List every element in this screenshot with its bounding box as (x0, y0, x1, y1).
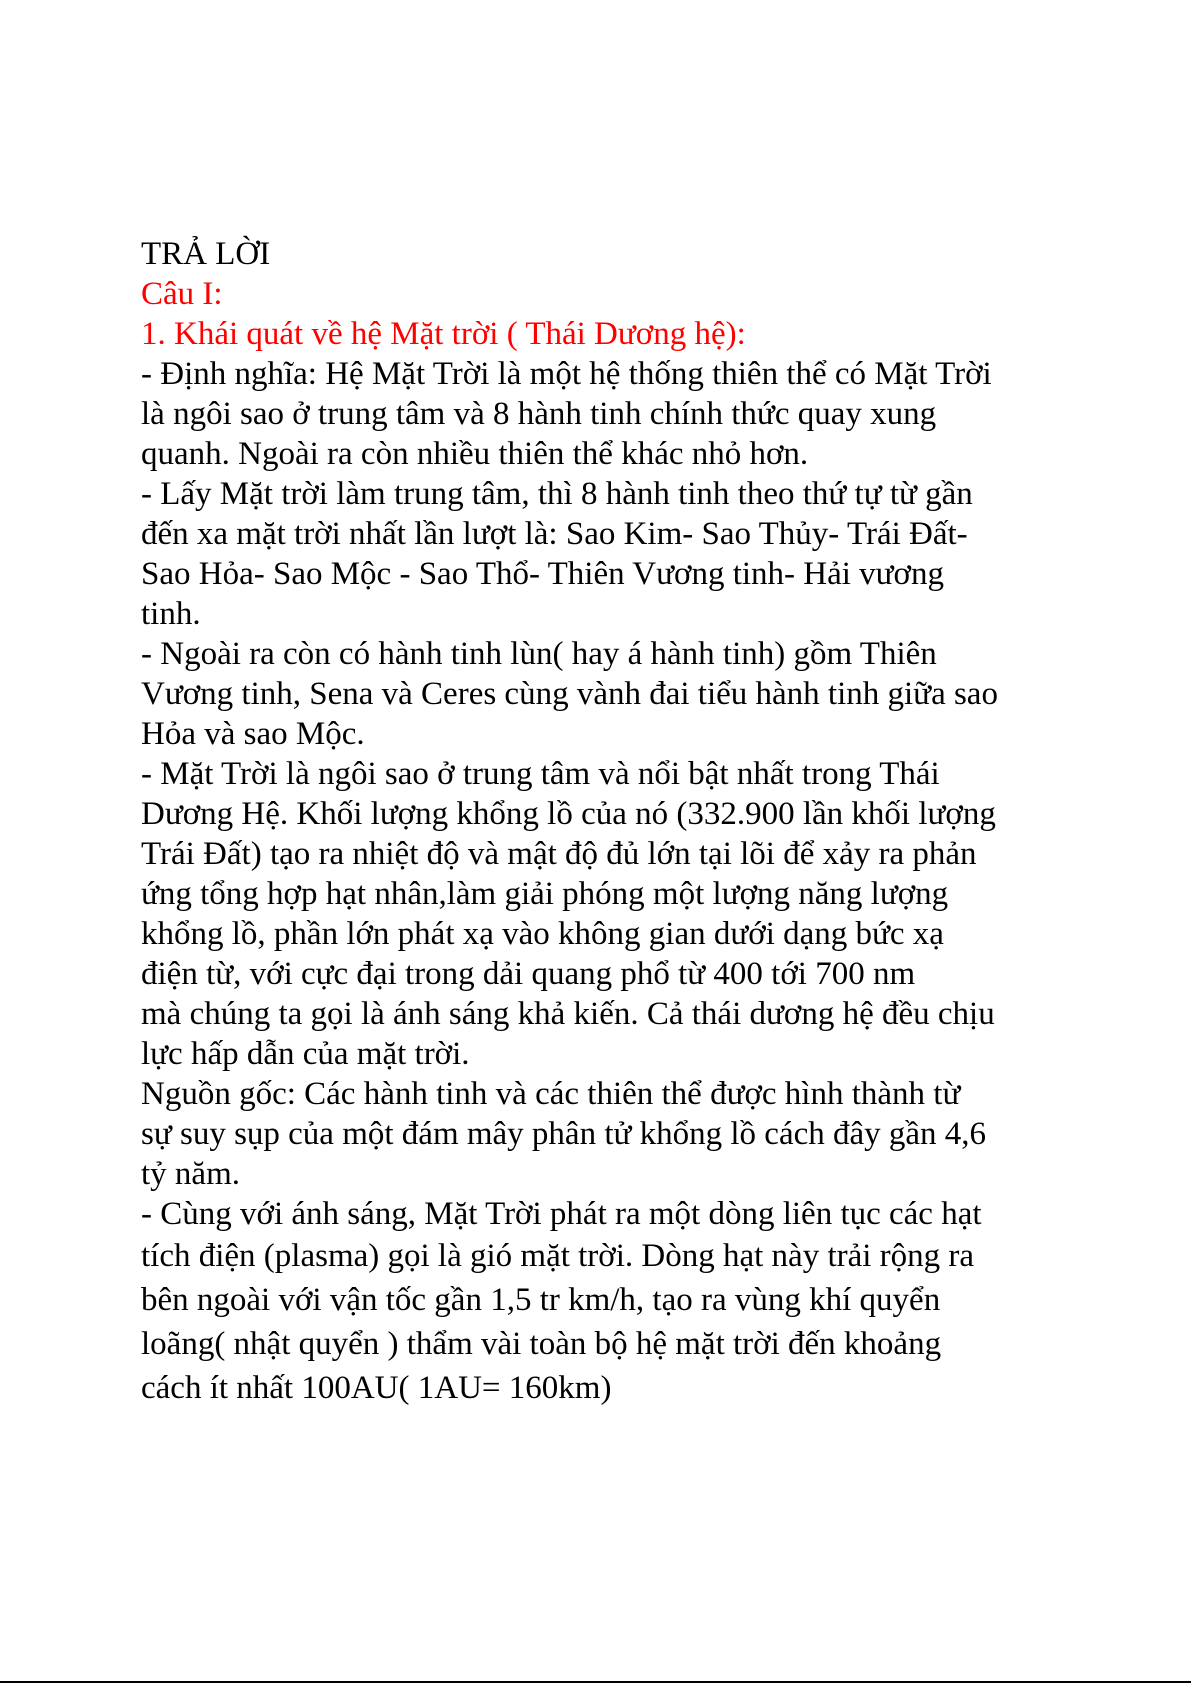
paragraph-line: tinh. (141, 596, 201, 632)
paragraph-line: Dương Hệ. Khối lượng khổng lồ của nó (332.900 lần khối lượng (141, 796, 996, 832)
paragraph-line: bên ngoài với vận tốc gần 1,5 tr km/h, tạo ra vùng khí quyển (141, 1282, 941, 1318)
answer-heading: TRẢ LỜI (141, 236, 271, 272)
paragraph-line: - Lấy Mặt trời làm trung tâm, thì 8 hành tinh theo thứ tự từ gần (141, 476, 973, 512)
paragraph-line: sự suy sụp của một đám mây phân tử khổng lồ cách đây gần 4,6 (141, 1116, 987, 1152)
paragraph-line: tích điện (plasma) gọi là gió mặt trời. Dòng hạt này trải rộng ra (141, 1238, 975, 1274)
document-body (141, 234, 1071, 1410)
paragraph-line: Sao Hỏa- Sao Mộc - Sao Thổ- Thiên Vương tinh- Hải vương (141, 556, 945, 592)
paragraph-line: Vương tinh, Sena và Ceres cùng vành đai tiểu hành tinh giữa sao (141, 676, 998, 712)
paragraph-line: điện từ, với cực đại trong dải quang phổ từ 400 tới 700 nm (141, 956, 916, 992)
paragraph-line: loãng( nhật quyển ) thẩm vài toàn bộ hệ mặt trời đến khoảng (141, 1326, 942, 1362)
paragraph-line: đến xa mặt trời nhất lần lượt là: Sao Kim- Sao Thủy- Trái Đất- (141, 516, 968, 552)
paragraph-line: - Định nghĩa: Hệ Mặt Trời là một hệ thống thiên thể có Mặt Trời (141, 356, 992, 392)
paragraph-line: ứng tổng hợp hạt nhân,làm giải phóng một lượng năng lượng (141, 876, 949, 912)
page-bottom-rule (0, 1681, 1191, 1683)
paragraph-line: quanh. Ngoài ra còn nhiều thiên thể khác nhỏ hơn. (141, 436, 809, 472)
question-label: Câu I: (141, 276, 223, 312)
paragraph-line: - Cùng với ánh sáng, Mặt Trời phát ra một dòng liên tục các hạt (141, 1196, 982, 1232)
paragraph-line: - Ngoài ra còn có hành tinh lùn( hay á hành tinh) gồm Thiên (141, 636, 937, 672)
paragraph-line: lực hấp dẫn của mặt trời. (141, 1036, 470, 1072)
paragraph-line: Nguồn gốc: Các hành tinh và các thiên thể được hình thành từ (141, 1076, 961, 1112)
paragraph-line: cách ít nhất 100AU( 1AU= 160km) (141, 1370, 612, 1406)
paragraph-line: là ngôi sao ở trung tâm và 8 hành tinh chính thức quay xung (141, 396, 937, 432)
paragraph-line: Trái Đất) tạo ra nhiệt độ và mật độ đủ lớn tại lõi để xảy ra phản (141, 836, 977, 872)
section-title: 1. Khái quát về hệ Mặt trời ( Thái Dương hệ): (141, 316, 746, 352)
paragraph-line: Hỏa và sao Mộc. (141, 716, 365, 752)
paragraph-line: - Mặt Trời là ngôi sao ở trung tâm và nổi bật nhất trong Thái (141, 756, 940, 792)
paragraph-line: khổng lồ, phần lớn phát xạ vào không gian dưới dạng bức xạ (141, 916, 944, 952)
paragraph-line: mà chúng ta gọi là ánh sáng khả kiến. Cả thái dương hệ đều chịu (141, 996, 995, 1032)
paragraph-line: tỷ năm. (141, 1156, 240, 1192)
